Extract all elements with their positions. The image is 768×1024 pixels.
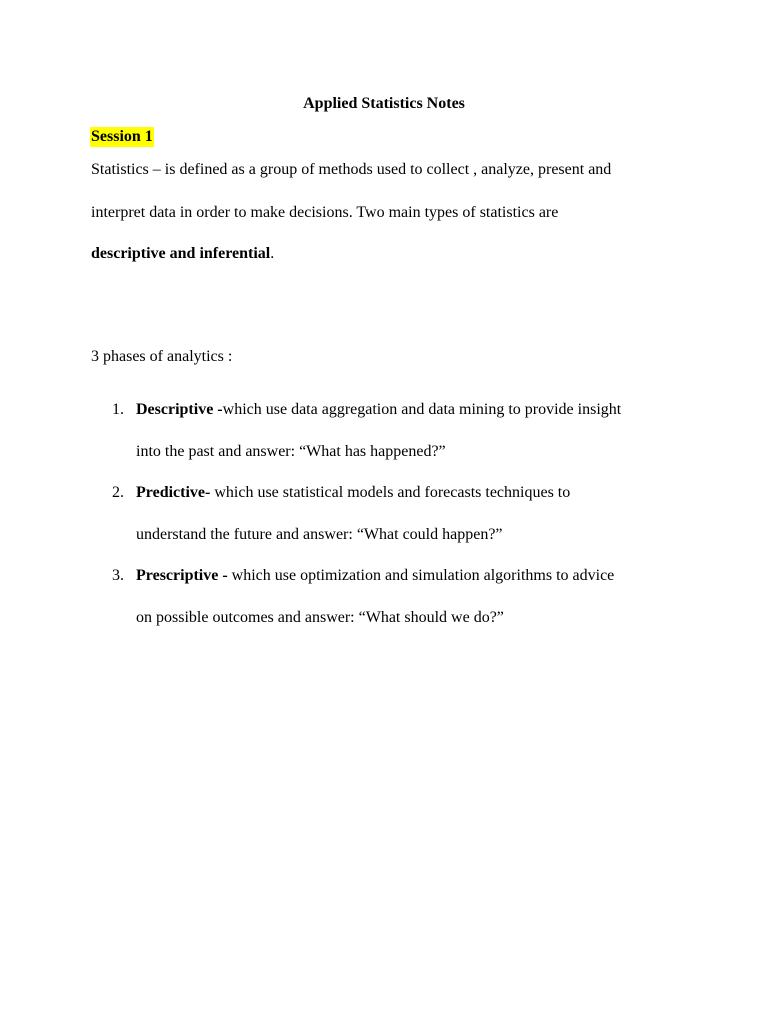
- list-item-term: Predictive-: [136, 484, 211, 501]
- list-item-number: 1.: [112, 401, 124, 418]
- document-title: Applied Statistics Notes: [303, 95, 465, 112]
- list-item-continuation: understand the future and answer: “What could happen?”: [136, 526, 503, 543]
- definition-line-2: interpret data in order to make decisions. Two main types of statistics are: [91, 204, 559, 221]
- definition-line-1: Statistics – is defined as a group of methods used to collect , analyze, present and: [91, 161, 612, 178]
- list-item-continuation: into the past and answer: “What has happened?”: [136, 443, 446, 460]
- list-item-text: which use data aggregation and data mining to provide insight: [222, 401, 622, 418]
- list-item-text: which use statistical models and forecasts techniques to: [210, 484, 571, 501]
- session-heading: Session 1: [91, 128, 153, 145]
- list-item-line: [136, 566, 614, 586]
- definition-end-punctuation: .: [270, 245, 275, 262]
- list-item-text: which use optimization and simulation algorithms to advice: [227, 567, 615, 584]
- list-item-term: Descriptive -: [136, 401, 223, 418]
- list-item-number: 3.: [112, 567, 124, 584]
- definition-line-3: [91, 244, 274, 264]
- list-item-number: 2.: [112, 484, 124, 501]
- list-item-line: [136, 483, 570, 503]
- list-item-term: Prescriptive -: [136, 567, 228, 584]
- list-item-line: [136, 400, 621, 420]
- definition-bold-terms: descriptive and inferential: [91, 245, 271, 262]
- phases-intro: 3 phases of analytics :: [91, 348, 233, 365]
- list-item-continuation: on possible outcomes and answer: “What should we do?”: [136, 609, 504, 626]
